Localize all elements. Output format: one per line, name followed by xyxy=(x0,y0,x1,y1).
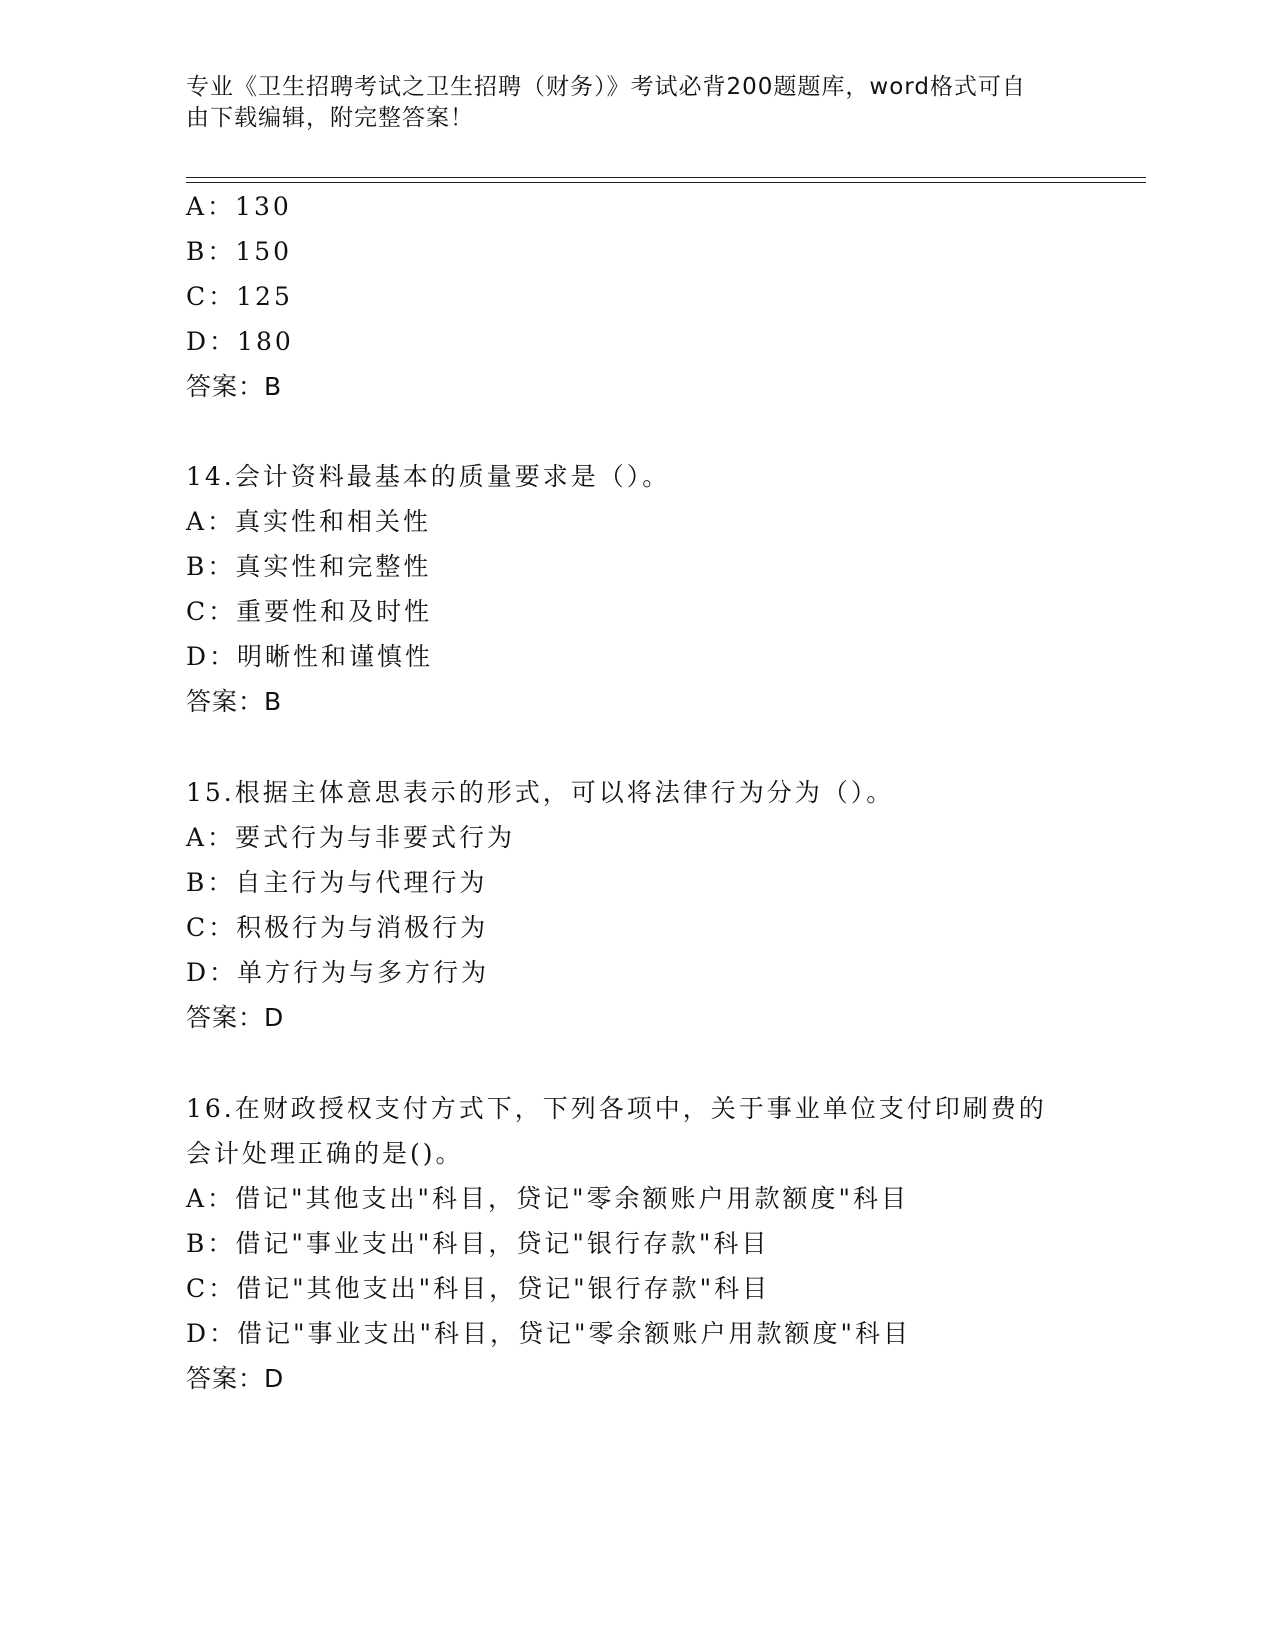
q16-option-a: A：借记"其他支出"科目，贷记"零余额账户用款额度"科目 xyxy=(186,1184,910,1213)
q14-option-c: C：重要性和及时性 xyxy=(186,597,433,626)
q15-option-c: C：积极行为与消极行为 xyxy=(186,913,489,942)
q15-option-a: A：要式行为与非要式行为 xyxy=(186,823,516,852)
q15-stem: 15.根据主体意思表示的形式，可以将法律行为分为（）。 xyxy=(186,778,895,807)
q15-answer: 答案：D xyxy=(186,1003,285,1032)
q16-stem-line-1: 16.在财政授权支付方式下，下列各项中，关于事业单位支付印刷费的 xyxy=(186,1094,1047,1123)
q16-option-d: D：借记"事业支出"科目，贷记"零余额账户用款额度"科目 xyxy=(186,1319,912,1348)
q14-answer: 答案：B xyxy=(186,687,283,716)
prev-option-a: A：130 xyxy=(186,192,292,221)
header-divider-top xyxy=(186,177,1146,178)
prev-option-b: B：150 xyxy=(186,237,293,266)
q15-option-b: B：自主行为与代理行为 xyxy=(186,868,488,897)
header-divider-bottom xyxy=(186,182,1146,183)
q16-answer: 答案：D xyxy=(186,1364,285,1393)
header-line-2: 由下载编辑，附完整答案！ xyxy=(186,105,474,131)
q16-stem-line-2: 会计处理正确的是()。 xyxy=(186,1139,464,1168)
prev-answer: 答案：B xyxy=(186,372,283,401)
header-line-1: 专业《卫生招聘考试之卫生招聘（财务）》考试必背200题题库，word格式可自 xyxy=(186,74,1026,100)
q14-option-d: D：明晰性和谨慎性 xyxy=(186,642,434,671)
prev-option-c: C：125 xyxy=(186,282,293,311)
document-header xyxy=(186,72,1066,134)
q14-stem: 14.会计资料最基本的质量要求是（）。 xyxy=(186,462,671,491)
q16-option-b: B：借记"事业支出"科目，贷记"银行存款"科目 xyxy=(186,1229,770,1258)
q14-option-a: A：真实性和相关性 xyxy=(186,507,432,536)
q16-option-c: C：借记"其他支出"科目，贷记"银行存款"科目 xyxy=(186,1274,771,1303)
q15-option-d: D：单方行为与多方行为 xyxy=(186,958,490,987)
q14-option-b: B：真实性和完整性 xyxy=(186,552,432,581)
prev-option-d: D：180 xyxy=(186,327,294,356)
